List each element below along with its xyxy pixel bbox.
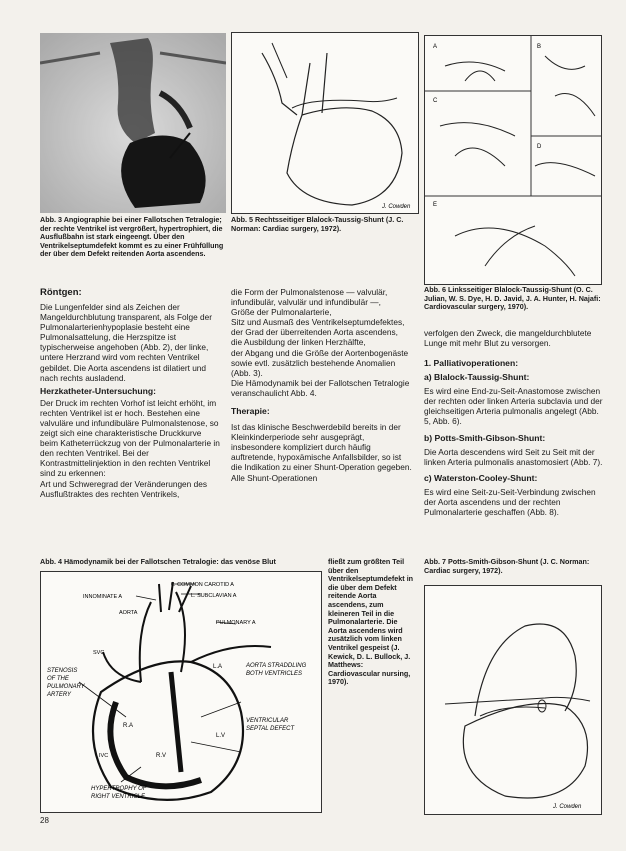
column-1	[40, 287, 220, 500]
label-aorta-straddling-2: BOTH VENTRICLES	[246, 671, 303, 677]
label-aorta-straddling-1: AORTA STRADDLING	[246, 663, 307, 669]
label-stenosis-1: STENOSIS	[47, 668, 78, 674]
label-vsd-1: VENTRICULAR	[246, 718, 289, 724]
fig6-label-a: A	[433, 44, 438, 50]
fig6-label-e: E	[433, 202, 438, 208]
figure-3-angiogram	[40, 33, 226, 213]
figure-4-caption-title: Abb. 4 Hämodynamik bei der Fallotschen Tetralogie: das venöse Blut	[40, 557, 276, 566]
heading-potts: b) Potts-Smith-Gibson-Shunt:	[424, 432, 546, 443]
label-rv: R.V	[156, 753, 167, 759]
heading-waterston: c) Waterston-Cooley-Shunt:	[424, 472, 538, 483]
fig6-label-b: B	[537, 44, 542, 50]
potts-text: Die Aorta descendens wird Seit zu Seit mit der linken Arteria pulmonalis anastomosiert (Abb. 7).	[424, 446, 603, 467]
figure-5-signature: J. Cowden	[382, 204, 411, 210]
figure-7-signature: J. Cowden	[553, 804, 582, 810]
label-pulmonary: PULMONARY A	[216, 620, 256, 626]
therapie-text: Ist das klinische Beschwerdebild bereits in der Kleinkinderperiode sehr ausgeprägt, insbesondere kompliziert durch häufig auftretende, hypoxämische Anfallsbilder, so ist die Indikation zu einer Shunt-Operation gegeben. Alle Shunt-Operationen	[231, 422, 414, 483]
heading-herzkatheter: Herzkatheter-Untersuchung:	[40, 385, 157, 396]
label-aorta: AORTA	[119, 610, 138, 616]
figure-7-drawing	[424, 585, 602, 815]
label-vsd-2: SEPTAL DEFECT	[246, 726, 295, 732]
page-number: 28	[40, 816, 49, 825]
label-l-subclavian: L. SUBCLAVIAN A	[191, 593, 237, 599]
column-3	[424, 328, 604, 518]
label-la: L.A	[213, 664, 223, 670]
fig6-label-d: D	[537, 144, 542, 150]
label-stenosis-4: ARTERY	[47, 692, 72, 698]
figure-3-caption: Abb. 3 Angiographie bei einer Fallotschen Tetralogie; der rechte Ventrikel ist vergrößert, hypertrophiert, die Ausflußbahn ist stark eingeengt. Über den Ventrikelseptumdefekt kommt es zu einer Frühfüllung der über dem Defekt reitenden Aorta ascendens.	[40, 215, 224, 259]
label-ra: R.A	[123, 723, 134, 729]
angiogram-image	[40, 33, 226, 213]
figure-4-caption-side: fließt zum größten Teil über den Ventrikelseptumdefekt in die über dem Defekt reitende Aorta ascendens, zum kleineren Teil in die Pulmonalarterie. Die Aorta ascendens wird zusätzlich vom linken Ventrikel gespeist (J. Kewick, D. L. Bullock, J. Matthews: Cardiovascular nursing, 1970).	[328, 557, 414, 687]
heading-therapie: Therapie:	[231, 406, 270, 417]
label-hypertrophy-1: HYPERTROPHY OF	[91, 786, 147, 792]
label-ivc: IVC	[99, 753, 109, 759]
figure-7-caption: Abb. 7 Potts-Smith-Gibson-Shunt (J. C. Norman: Cardiac surgery, 1972).	[424, 557, 590, 575]
roentgen-text: Die Lungenfelder sind als Zeichen der Mangeldurchblutung transparent, als Folge der Pulmonalarterienhypoplasie besteht eine Pulmonalsattelung, die Herzspitze ist typischerweise angehoben (Abb. 2), der linke, untere Herzrand wird vom rechten Ventrikel gebildet. Die Aorta ascendens ist dilatiert und nach rechts ausladend.	[40, 302, 215, 383]
column-2-text: die Form der Pulmonalstenose — valvulär, infundibulär, valvulär und infundibulär —, Größe der Pulmonalarterie, Sitz und Ausmaß des Ventrikelseptumdefektes, der Grad der überreitenden Aorta ascendens, die Ausbildung der linken Herzhälfte, der Abgang und die Größe der Aortenbogenäste sowie evtl. zusätzlich bestehende Anomalien (Abb. 3). Die Hämodynamik bei der Fallotschen Tetralogie veranschaulicht Abb. 4.	[231, 287, 410, 398]
blalock-text: Es wird eine End-zu-Seit-Anastomose zwischen der rechten oder linken Arteria subclavia und der gleichseitigen Arteria pulmonalis angelegt (Abb. 5, Abb. 6).	[424, 386, 605, 427]
column-3-intro: verfolgen den Zweck, die mangeldurchblutete Lunge mit mehr Blut zu versorgen.	[424, 328, 594, 349]
label-lv: L.V	[216, 733, 226, 739]
figure-6-caption: Abb. 6 Linksseitiger Blalock-Taussig-Shunt (O. C. Julian, W. S. Dye, H. D. Javid, J. A. Hunter, H. Najafi: Cardiovascular surgery, 1970).	[424, 285, 601, 312]
heading-blalock: a) Blalock-Taussig-Shunt:	[424, 372, 530, 383]
figure-4-diagram	[40, 571, 322, 813]
label-svc: SVC	[93, 650, 105, 656]
label-stenosis-2: OF THE	[47, 676, 69, 682]
label-stenosis-3: PULMONARY	[47, 684, 85, 690]
label-l-common-carotid: L. COMMON CAROTID A	[171, 582, 234, 588]
column-2	[231, 287, 413, 484]
figure-6-panels	[424, 35, 602, 285]
figure-5-caption: Abb. 5 Rechtsseitiger Blalock-Taussig-Shunt (J. C. Norman: Cardiac surgery, 1972).	[231, 215, 404, 233]
figure-5-drawing	[231, 32, 419, 214]
waterston-text: Es wird eine Seit-zu-Seit-Verbindung zwischen der Aorta ascendens und der rechten Pulmonalarterie geschaffen (Abb. 8).	[424, 486, 598, 517]
label-innominate: INNOMINATE A	[83, 594, 123, 600]
label-hypertrophy-2: RIGHT VENTRICLE	[91, 794, 146, 800]
heading-palliativ: 1. Palliativoperationen:	[424, 358, 519, 369]
herzkatheter-text: Der Druck im rechten Vorhof ist leicht erhöht, im rechten Ventrikel ist er hoch. Bestehen eine valvuläre und infundibuläre Pulmonalstenose, so zeigt sich eine charakteristische Druckkurve beim Katheterrückzug von der Pulmonalarterie in den rechten Ventrikel. Bei der Kontrastmittelinjektion in den rechten Ventrikel sind zu erkennen: Art und Schweregrad der Veränderungen des Ausflußtraktes des rechten Ventrikels,	[40, 397, 220, 499]
fig6-label-c: C	[433, 98, 438, 104]
heading-roentgen: Röntgen:	[40, 287, 82, 298]
